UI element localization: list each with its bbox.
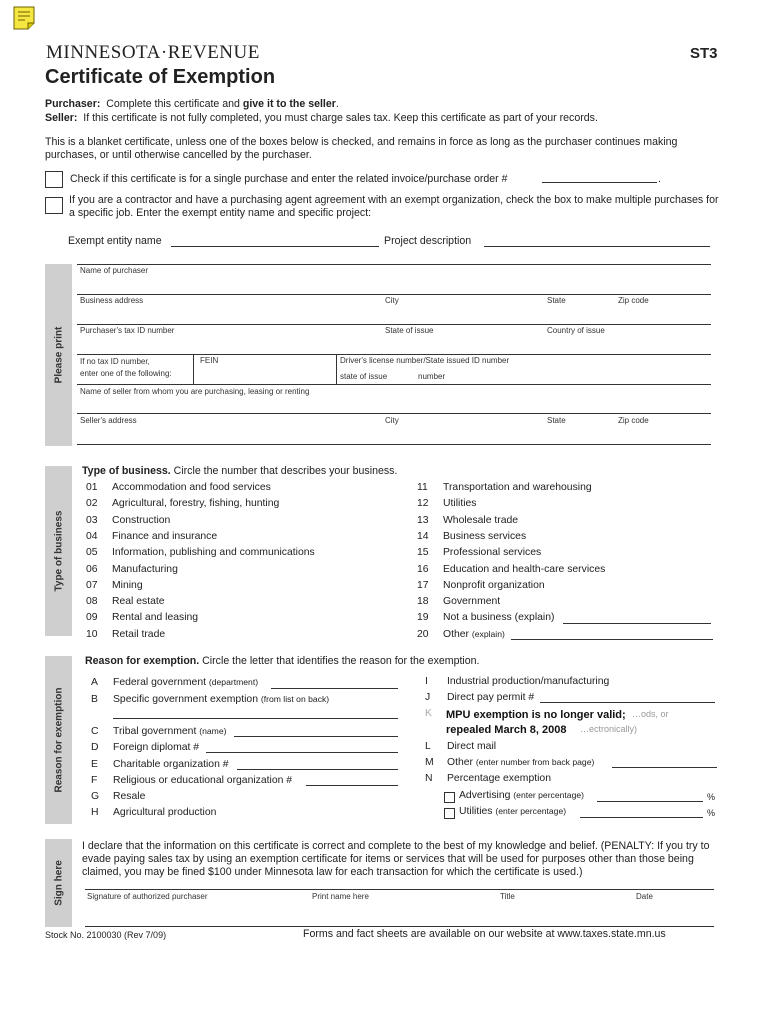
reason-j-field[interactable] xyxy=(540,702,715,703)
blanket-statement: This is a blanket certificate, unless one of the boxes below is checked, and remains in force as long as the purchaser continues making purchases, or until otherwise cancelled by the purchaser. xyxy=(45,136,678,161)
business-type-11[interactable]: 11 Transportation and warehousing xyxy=(417,482,592,493)
business-address-label: Business address xyxy=(80,296,144,305)
sign-here-sidebar: Sign here xyxy=(45,839,72,927)
advertising-percent-sign: % xyxy=(707,792,716,802)
reason-h[interactable]: H Agricultural production xyxy=(91,807,217,818)
seller-address-field[interactable] xyxy=(77,444,711,445)
reason-for-exemption-sidebar: Reason for exemption xyxy=(45,656,72,824)
please-print-sidebar: Please print xyxy=(45,264,72,446)
business-type-09[interactable]: 09 Rental and leasing xyxy=(86,612,199,624)
not-a-business-field[interactable] xyxy=(563,623,711,624)
advertising-label: Advertising (enter percentage) xyxy=(459,790,584,801)
business-type-14[interactable]: 14 Business services xyxy=(417,530,527,542)
print-name-label: Print name here xyxy=(312,892,369,901)
signature-line[interactable] xyxy=(85,889,714,890)
business-type-18[interactable]: 18 Government xyxy=(417,596,501,608)
signature-field[interactable] xyxy=(85,926,714,927)
seller-name-label: Name of seller from whom you are purchasing, leasing or renting xyxy=(80,387,310,396)
reason-k-faded-2: …ectronically) xyxy=(580,724,638,734)
invoice-number-field[interactable] xyxy=(542,182,657,183)
utilities-label: Utilities (enter percentage) xyxy=(459,806,567,817)
business-type-02[interactable]: 02 Agricultural, forestry, fishing, hunting xyxy=(86,498,280,510)
drivers-license-label: Driver's license number/State issued ID number xyxy=(340,356,510,365)
business-address-field[interactable] xyxy=(77,324,711,325)
contractor-label: If you are a contractor and have a purchasing agent agreement with an exempt organization, check the box to make multiple purchases for a specific job. Enter the exempt entity name and specific project: xyxy=(69,194,719,219)
business-type-08[interactable]: 08 Real estate xyxy=(86,596,165,608)
state-label: State xyxy=(547,296,566,305)
mpu-repealed-notice: MPU exemption is no longer valid; repealed March 8, 2008 xyxy=(446,709,626,736)
business-type-01[interactable]: 01 Accommodation and food services xyxy=(86,482,271,493)
utilities-percent-sign: % xyxy=(707,808,716,818)
reason-b-field[interactable] xyxy=(113,718,398,719)
business-type-12[interactable]: 12 Utilities xyxy=(417,498,477,510)
reason-a-field[interactable] xyxy=(271,688,398,689)
tax-id-field[interactable] xyxy=(77,354,711,355)
business-type-04[interactable]: 04 Finance and insurance xyxy=(86,530,218,542)
tax-id-label: Purchaser's tax ID number xyxy=(80,326,175,335)
name-of-purchaser-label: Name of purchaser xyxy=(80,266,149,275)
seller-address-label: Seller's address xyxy=(80,416,137,425)
exempt-entity-field[interactable] xyxy=(171,246,379,247)
seller-state-label: State xyxy=(547,416,566,425)
seller-city-label: City xyxy=(385,416,399,425)
advertising-checkbox[interactable] xyxy=(444,792,455,803)
reason-k-letter: K xyxy=(425,708,432,719)
utilities-checkbox[interactable] xyxy=(444,808,455,819)
page-title: Certificate of Exemption xyxy=(45,66,276,88)
declaration-text: I declare that the information on this certificate is correct and complete to the best of my knowledge and belief. (PENALTY: If you try to evade paying sales tax by using an exemption certificate for items or services that will be used for purposes other than those being claimed, you may be fined $100 under Minnesota law for each transaction for which the certificate is used.) xyxy=(82,840,710,878)
form-code: ST3 xyxy=(690,45,718,62)
type-of-business-sidebar: Type of business xyxy=(45,466,72,636)
business-type-10[interactable]: 10 Retail trade xyxy=(86,628,166,640)
contractor-checkbox[interactable] xyxy=(45,197,63,214)
reason-g[interactable]: G Resale xyxy=(91,791,146,802)
business-type-06[interactable]: 06 Manufacturing xyxy=(86,563,178,575)
dl-number-label: number xyxy=(418,372,446,381)
utilities-percent-field[interactable] xyxy=(580,817,703,818)
reason-d[interactable]: D Foreign diplomat # xyxy=(91,742,200,753)
reason-c-field[interactable] xyxy=(234,736,398,737)
title-label: Title xyxy=(500,892,515,901)
reason-i[interactable]: I Industrial production/manufacturing xyxy=(425,676,610,687)
business-type-13[interactable]: 13 Wholesale trade xyxy=(417,514,519,526)
business-type-17[interactable]: 17 Nonprofit organization xyxy=(417,579,545,591)
reason-a[interactable]: A Federal government (department) xyxy=(91,677,259,688)
no-tax-id-label: If no tax ID number, enter one of the following: xyxy=(80,357,172,378)
project-description-field[interactable] xyxy=(484,246,710,247)
reason-f[interactable]: F Religious or educational organization # xyxy=(91,775,293,786)
business-type-03[interactable]: 03 Construction xyxy=(86,514,171,526)
reason-n[interactable]: N Percentage exemption xyxy=(425,773,551,784)
other-business-field[interactable] xyxy=(511,639,713,640)
project-description-label: Project description xyxy=(384,235,472,247)
reason-l[interactable]: L Direct mail xyxy=(425,741,497,752)
reason-k-faded-1: …ods, or xyxy=(632,709,669,719)
name-of-purchaser-field[interactable] xyxy=(77,294,711,295)
seller-name-field[interactable] xyxy=(77,413,711,414)
reason-m[interactable]: M Other (enter number from back page) xyxy=(425,757,595,768)
single-purchase-checkbox[interactable] xyxy=(45,171,63,188)
single-purchase-label: Check if this certificate is for a single purchase and enter the related invoice/purchase order # xyxy=(70,173,508,185)
note-icon[interactable] xyxy=(13,6,35,28)
country-of-issue-label: Country of issue xyxy=(547,326,605,335)
type-of-business-heading: Type of business. Circle the number that describes your business. xyxy=(82,465,398,477)
seller-zip-label: Zip code xyxy=(618,416,649,425)
zip-label: Zip code xyxy=(618,296,649,305)
business-type-15[interactable]: 15 Professional services xyxy=(417,547,542,559)
business-type-20[interactable]: 20 Other (explain) xyxy=(417,628,505,640)
business-type-07[interactable]: 07 Mining xyxy=(86,579,143,591)
reason-b[interactable]: B Specific government exemption (from list on back) xyxy=(91,694,330,705)
id-number-field[interactable] xyxy=(77,384,711,385)
reason-heading: Reason for exemption. Circle the letter that identifies the reason for the exemption. xyxy=(85,655,480,667)
minnesota-revenue-logo: MINNESOTA·REVENUE xyxy=(46,42,260,63)
reason-e-field[interactable] xyxy=(237,769,398,770)
advertising-percent-field[interactable] xyxy=(597,801,703,802)
state-of-issue-label: State of issue xyxy=(385,326,434,335)
date-label: Date xyxy=(636,892,653,901)
website-note: Forms and fact sheets are available on our website at www.taxes.state.mn.us xyxy=(303,928,666,940)
business-type-05[interactable]: 05 Information, publishing and communications xyxy=(86,547,315,559)
exempt-entity-label: Exempt entity name xyxy=(68,235,162,247)
reason-j[interactable]: J Direct pay permit # xyxy=(425,692,535,703)
reason-m-field[interactable] xyxy=(612,767,717,768)
seller-instruction: Seller: If this certificate is not fully completed, you must charge sales tax. Keep this certificate as part of your records. xyxy=(45,112,598,124)
reason-e[interactable]: E Charitable organization # xyxy=(91,759,229,770)
reason-c[interactable]: C Tribal government (name) xyxy=(91,726,227,737)
dl-state-of-issue-label: state of issue xyxy=(340,372,388,381)
city-label: City xyxy=(385,296,399,305)
reason-f-field[interactable] xyxy=(306,785,398,786)
period: . xyxy=(658,173,661,185)
fein-label: FEIN xyxy=(200,356,219,365)
purchaser-instruction: Purchaser: Complete this certificate and give it to the seller. xyxy=(45,98,339,110)
reason-d-field[interactable] xyxy=(206,752,398,753)
signature-label: Signature of authorized purchaser xyxy=(87,892,208,901)
stock-number: Stock No. 2100030 (Rev 7/09) xyxy=(45,930,167,940)
business-type-19[interactable]: 19 Not a business (explain) xyxy=(417,612,555,624)
business-type-16[interactable]: 16 Education and health-care services xyxy=(417,563,606,575)
